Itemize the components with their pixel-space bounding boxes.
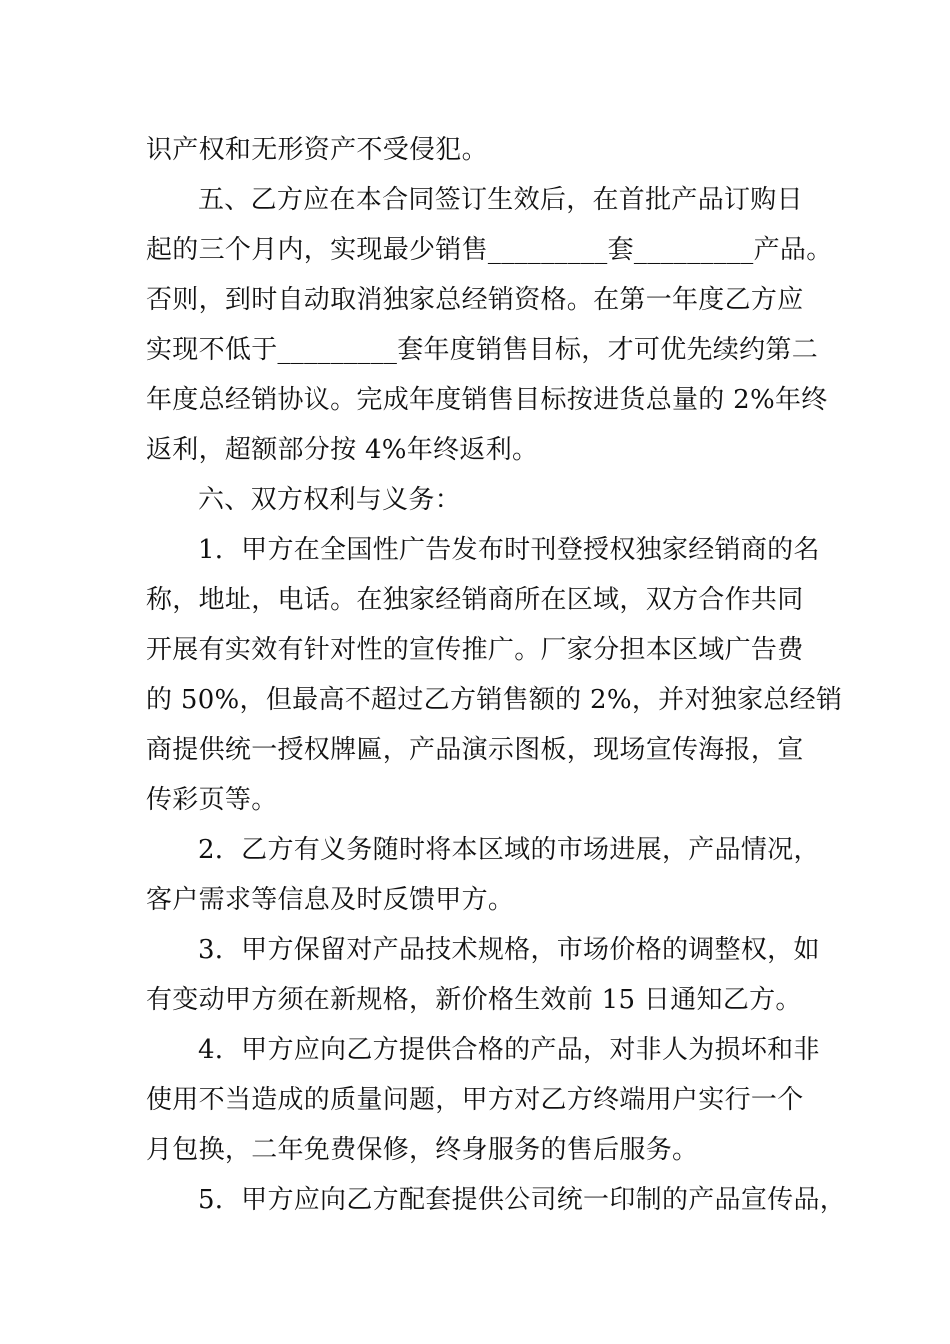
text-line: 实现不低于_________套年度销售目标，才可优先续约第二 <box>146 335 819 365</box>
text-line: 起的三个月内，实现最少销售_________套_________产品。 <box>146 235 833 265</box>
text-line: 否则，到时自动取消独家总经销资格。在第一年度乙方应 <box>146 285 804 315</box>
text-line: 使用不当造成的质量问题，甲方对乙方终端用户实行一个 <box>146 1085 804 1115</box>
text-line: 返利，超额部分按 4%年终返利。 <box>146 435 539 465</box>
text-line: 5．甲方应向乙方配套提供公司统一印制的产品宣传品， <box>198 1185 847 1215</box>
text-line: 月包换，二年免费保修，终身服务的售后服务。 <box>146 1135 699 1165</box>
text-line: 2．乙方有义务随时将本区域的市场进展，产品情况， <box>198 835 820 865</box>
text-line: 商提供统一授权牌匾，产品演示图板，现场宣传海报，宣 <box>146 735 804 765</box>
text-line: 开展有实效有针对性的宣传推广。厂家分担本区域广告费 <box>146 635 804 665</box>
text-line: 4．甲方应向乙方提供合格的产品，对非人为损坏和非 <box>198 1035 820 1065</box>
section-heading: 六、双方权利与义务： <box>198 485 462 515</box>
text-line: 五、乙方应在本合同签订生效后，在首批产品订购日 <box>198 185 803 215</box>
text-line: 3．甲方保留对产品技术规格，市场价格的调整权，如 <box>198 935 820 965</box>
text-line: 识产权和无形资产不受侵犯。 <box>146 135 488 165</box>
text-line: 的 50%，但最高不超过乙方销售额的 2%，并对独家总经销 <box>146 685 843 715</box>
text-line: 1．甲方在全国性广告发布时刊登授权独家经销商的名 <box>198 535 820 565</box>
text-line: 客户需求等信息及时反馈甲方。 <box>146 885 515 915</box>
text-line: 称，地址，电话。在独家经销商所在区域，双方合作共同 <box>146 585 804 615</box>
text-line: 有变动甲方须在新规格，新价格生效前 15 日通知乙方。 <box>146 985 802 1015</box>
text-line: 传彩页等。 <box>146 785 278 815</box>
text-line: 年度总经销协议。完成年度销售目标按进货总量的 2%年终 <box>146 385 828 415</box>
